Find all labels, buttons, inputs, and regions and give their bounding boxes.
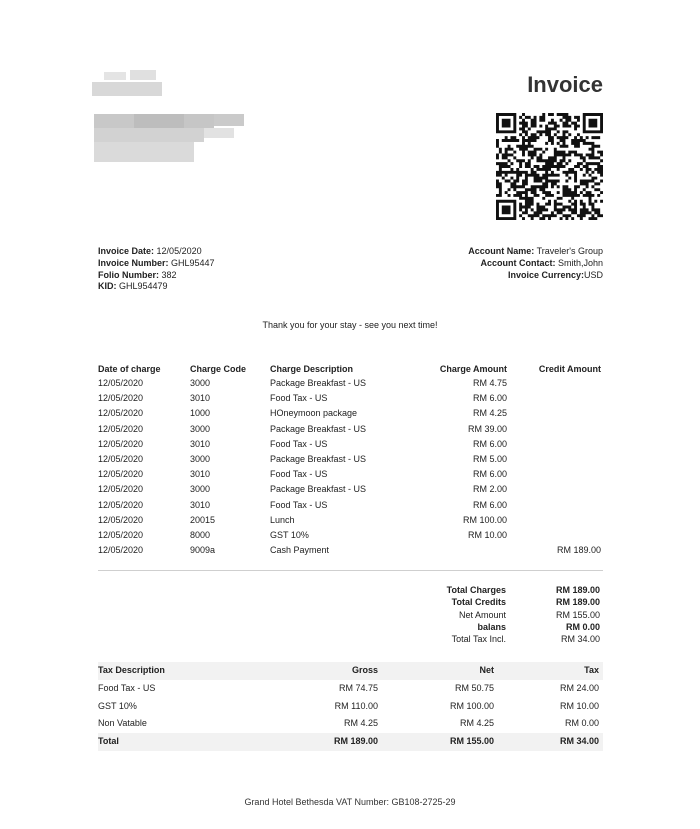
tax-net: RM 50.75: [454, 682, 494, 693]
account-name-line: [468, 246, 603, 258]
invoice-date: 12/05/2020: [156, 246, 202, 256]
charge-description: GST 10%: [270, 529, 309, 540]
table-row: [98, 376, 603, 391]
invoice-number: GHL95447: [171, 257, 215, 268]
header-credit: Credit Amount: [538, 364, 601, 374]
folio-number-line: [98, 270, 215, 282]
table-row: [98, 391, 603, 406]
charge-code: 3000: [190, 453, 211, 464]
charge-amount: RM 100.00: [462, 514, 507, 525]
charge-description: Package Breakfast - US: [270, 484, 367, 495]
charges-table: [98, 363, 603, 558]
charge-code: 3000: [190, 423, 211, 434]
charge-date: 12/05/2020: [98, 529, 144, 540]
tax-header-tax: Tax: [584, 665, 599, 675]
account-name-label: Account Name:: [468, 246, 535, 256]
net-amount-label: Net Amount: [458, 609, 506, 620]
charge-date: 12/05/2020: [98, 393, 144, 404]
charge-date: 12/05/2020: [98, 438, 144, 449]
charge-description: Food Tax - US: [270, 469, 328, 480]
tax-table-body: [98, 680, 603, 733]
tax-header-description: Tax Description: [98, 665, 165, 675]
total-tax-label: Total Tax Incl.: [451, 634, 506, 645]
header-code: Charge Code: [190, 364, 247, 374]
charges-header-row: [98, 363, 603, 376]
invoice-number-line: [98, 258, 215, 270]
credit-amount: RM 189.00: [556, 545, 601, 556]
header-date: Date of charge: [98, 364, 161, 374]
charge-date: 12/05/2020: [98, 469, 144, 480]
total-credits-value: RM 189.00: [555, 597, 600, 608]
balans-row: [400, 621, 600, 633]
tax-row: [98, 715, 603, 733]
charge-code: 3000: [190, 484, 211, 495]
invoice-currency: USD: [583, 269, 603, 280]
divider: [98, 570, 603, 571]
charge-code: 1000: [190, 408, 211, 419]
total-charges-value: RM 189.00: [555, 585, 600, 595]
charge-description: Food Tax - US: [270, 499, 328, 510]
total-credits-label: Total Credits: [451, 597, 506, 608]
charge-description: Cash Payment: [270, 545, 330, 556]
tax-net: RM 100.00: [449, 700, 494, 711]
table-row: [98, 406, 603, 421]
table-row: [98, 482, 603, 497]
kid-value: GHL954479: [119, 281, 168, 292]
tax-description: GST 10%: [98, 700, 137, 711]
charge-amount: RM 6.00: [472, 469, 507, 480]
tax-amount: RM 24.00: [559, 682, 599, 693]
table-row: [98, 498, 603, 513]
charge-date: 12/05/2020: [98, 408, 144, 419]
tax-description: Food Tax - US: [98, 682, 156, 693]
tax-table: [98, 662, 603, 751]
folio-number-label: Folio Number:: [98, 269, 159, 280]
footer-vat-number: Grand Hotel Bethesda VAT Number: GB108-2725-29: [244, 797, 456, 807]
table-row: [98, 513, 603, 528]
account-name: Traveler's Group: [536, 246, 603, 256]
header-description: Charge Description: [270, 364, 354, 374]
charge-date: 12/05/2020: [98, 499, 144, 510]
charge-description: HOneymoon package: [270, 408, 358, 419]
header-amount: Charge Amount: [439, 364, 507, 374]
net-amount-row: [400, 609, 600, 621]
kid-label: KID:: [98, 281, 117, 292]
table-row: [98, 467, 603, 482]
account-contact-line: [468, 258, 603, 270]
charge-amount: RM 6.00: [472, 393, 507, 404]
tax-row: [98, 698, 603, 716]
account-contact-label: Account Contact:: [480, 257, 556, 268]
tax-total-tax: RM 34.00: [559, 736, 599, 747]
tax-amount: RM 10.00: [559, 700, 599, 711]
totals-summary: [400, 584, 600, 645]
charge-amount: RM 10.00: [467, 529, 507, 540]
invoice-date-line: [98, 246, 215, 258]
tax-header-net: Net: [479, 665, 494, 675]
charge-code: 9009a: [190, 545, 216, 556]
account-info: [468, 246, 603, 281]
total-charges-row: [400, 584, 600, 596]
tax-gross: RM 110.00: [334, 700, 378, 711]
folio-number: 382: [161, 269, 177, 280]
charge-code: 3010: [190, 499, 211, 510]
total-credits-row: [400, 596, 600, 608]
thank-you-message: Thank you for your stay - see you next time!: [262, 320, 438, 330]
charge-description: Food Tax - US: [270, 393, 328, 404]
invoice-info: [98, 246, 215, 293]
qr-code: [496, 113, 603, 220]
tax-total-gross: RM 189.00: [333, 736, 378, 747]
charge-code: 8000: [190, 529, 211, 540]
tax-gross: RM 74.75: [338, 682, 378, 693]
charge-date: 12/05/2020: [98, 514, 144, 525]
invoice-currency-label: Invoice Currency:: [507, 269, 584, 280]
total-tax-value: RM 34.00: [560, 634, 600, 645]
tax-total-label: Total: [98, 736, 119, 747]
charge-date: 12/05/2020: [98, 545, 144, 556]
tax-amount: RM 0.00: [564, 718, 599, 729]
table-row: [98, 422, 603, 437]
charge-amount: RM 39.00: [467, 423, 507, 434]
kid-line: [98, 281, 215, 293]
total-tax-row: [400, 633, 600, 645]
tax-net: RM 4.25: [459, 718, 494, 729]
charge-code: 3010: [190, 393, 211, 404]
tax-description: Non Vatable: [98, 718, 147, 729]
charge-description: Food Tax - US: [270, 438, 328, 449]
charge-description: Package Breakfast - US: [270, 453, 367, 464]
charge-amount: RM 6.00: [472, 438, 507, 449]
charge-description: Package Breakfast - US: [270, 378, 367, 388]
table-row: [98, 452, 603, 467]
tax-header-row: [98, 662, 603, 680]
invoice-currency-line: [468, 270, 603, 282]
account-contact: Smith,John: [557, 257, 603, 268]
charge-date: 12/05/2020: [98, 378, 144, 388]
charge-date: 12/05/2020: [98, 484, 144, 495]
tax-total-row: [98, 733, 603, 751]
charge-code: 3010: [190, 469, 211, 480]
charge-code: 20015: [190, 514, 216, 525]
tax-row: [98, 680, 603, 698]
charge-description: Lunch: [270, 514, 295, 525]
invoice-date-label: Invoice Date:: [98, 246, 155, 256]
total-charges-label: Total Charges: [446, 585, 506, 595]
tax-gross: RM 4.25: [343, 718, 378, 729]
charge-description: Package Breakfast - US: [270, 423, 367, 434]
table-row: [98, 437, 603, 452]
table-row: [98, 543, 603, 558]
charge-date: 12/05/2020: [98, 423, 144, 434]
charge-code: 3000: [190, 378, 211, 388]
charge-amount: RM 5.00: [472, 453, 507, 464]
charge-date: 12/05/2020: [98, 453, 144, 464]
charge-amount: RM 4.75: [472, 378, 507, 388]
net-amount-value: RM 155.00: [555, 609, 600, 620]
balans-value: RM 0.00: [565, 621, 600, 632]
charge-amount: RM 2.00: [472, 484, 507, 495]
blurred-hotel-logo: [90, 68, 260, 178]
balans-label: balans: [477, 621, 506, 632]
charge-amount: RM 4.25: [472, 408, 507, 419]
invoice-number-label: Invoice Number:: [98, 257, 169, 268]
charge-code: 3010: [190, 438, 211, 449]
table-row: [98, 528, 603, 543]
charge-amount: RM 6.00: [472, 499, 507, 510]
tax-header-gross: Gross: [351, 665, 378, 675]
tax-total-net: RM 155.00: [449, 736, 494, 747]
invoice-title: Invoice: [527, 72, 603, 97]
